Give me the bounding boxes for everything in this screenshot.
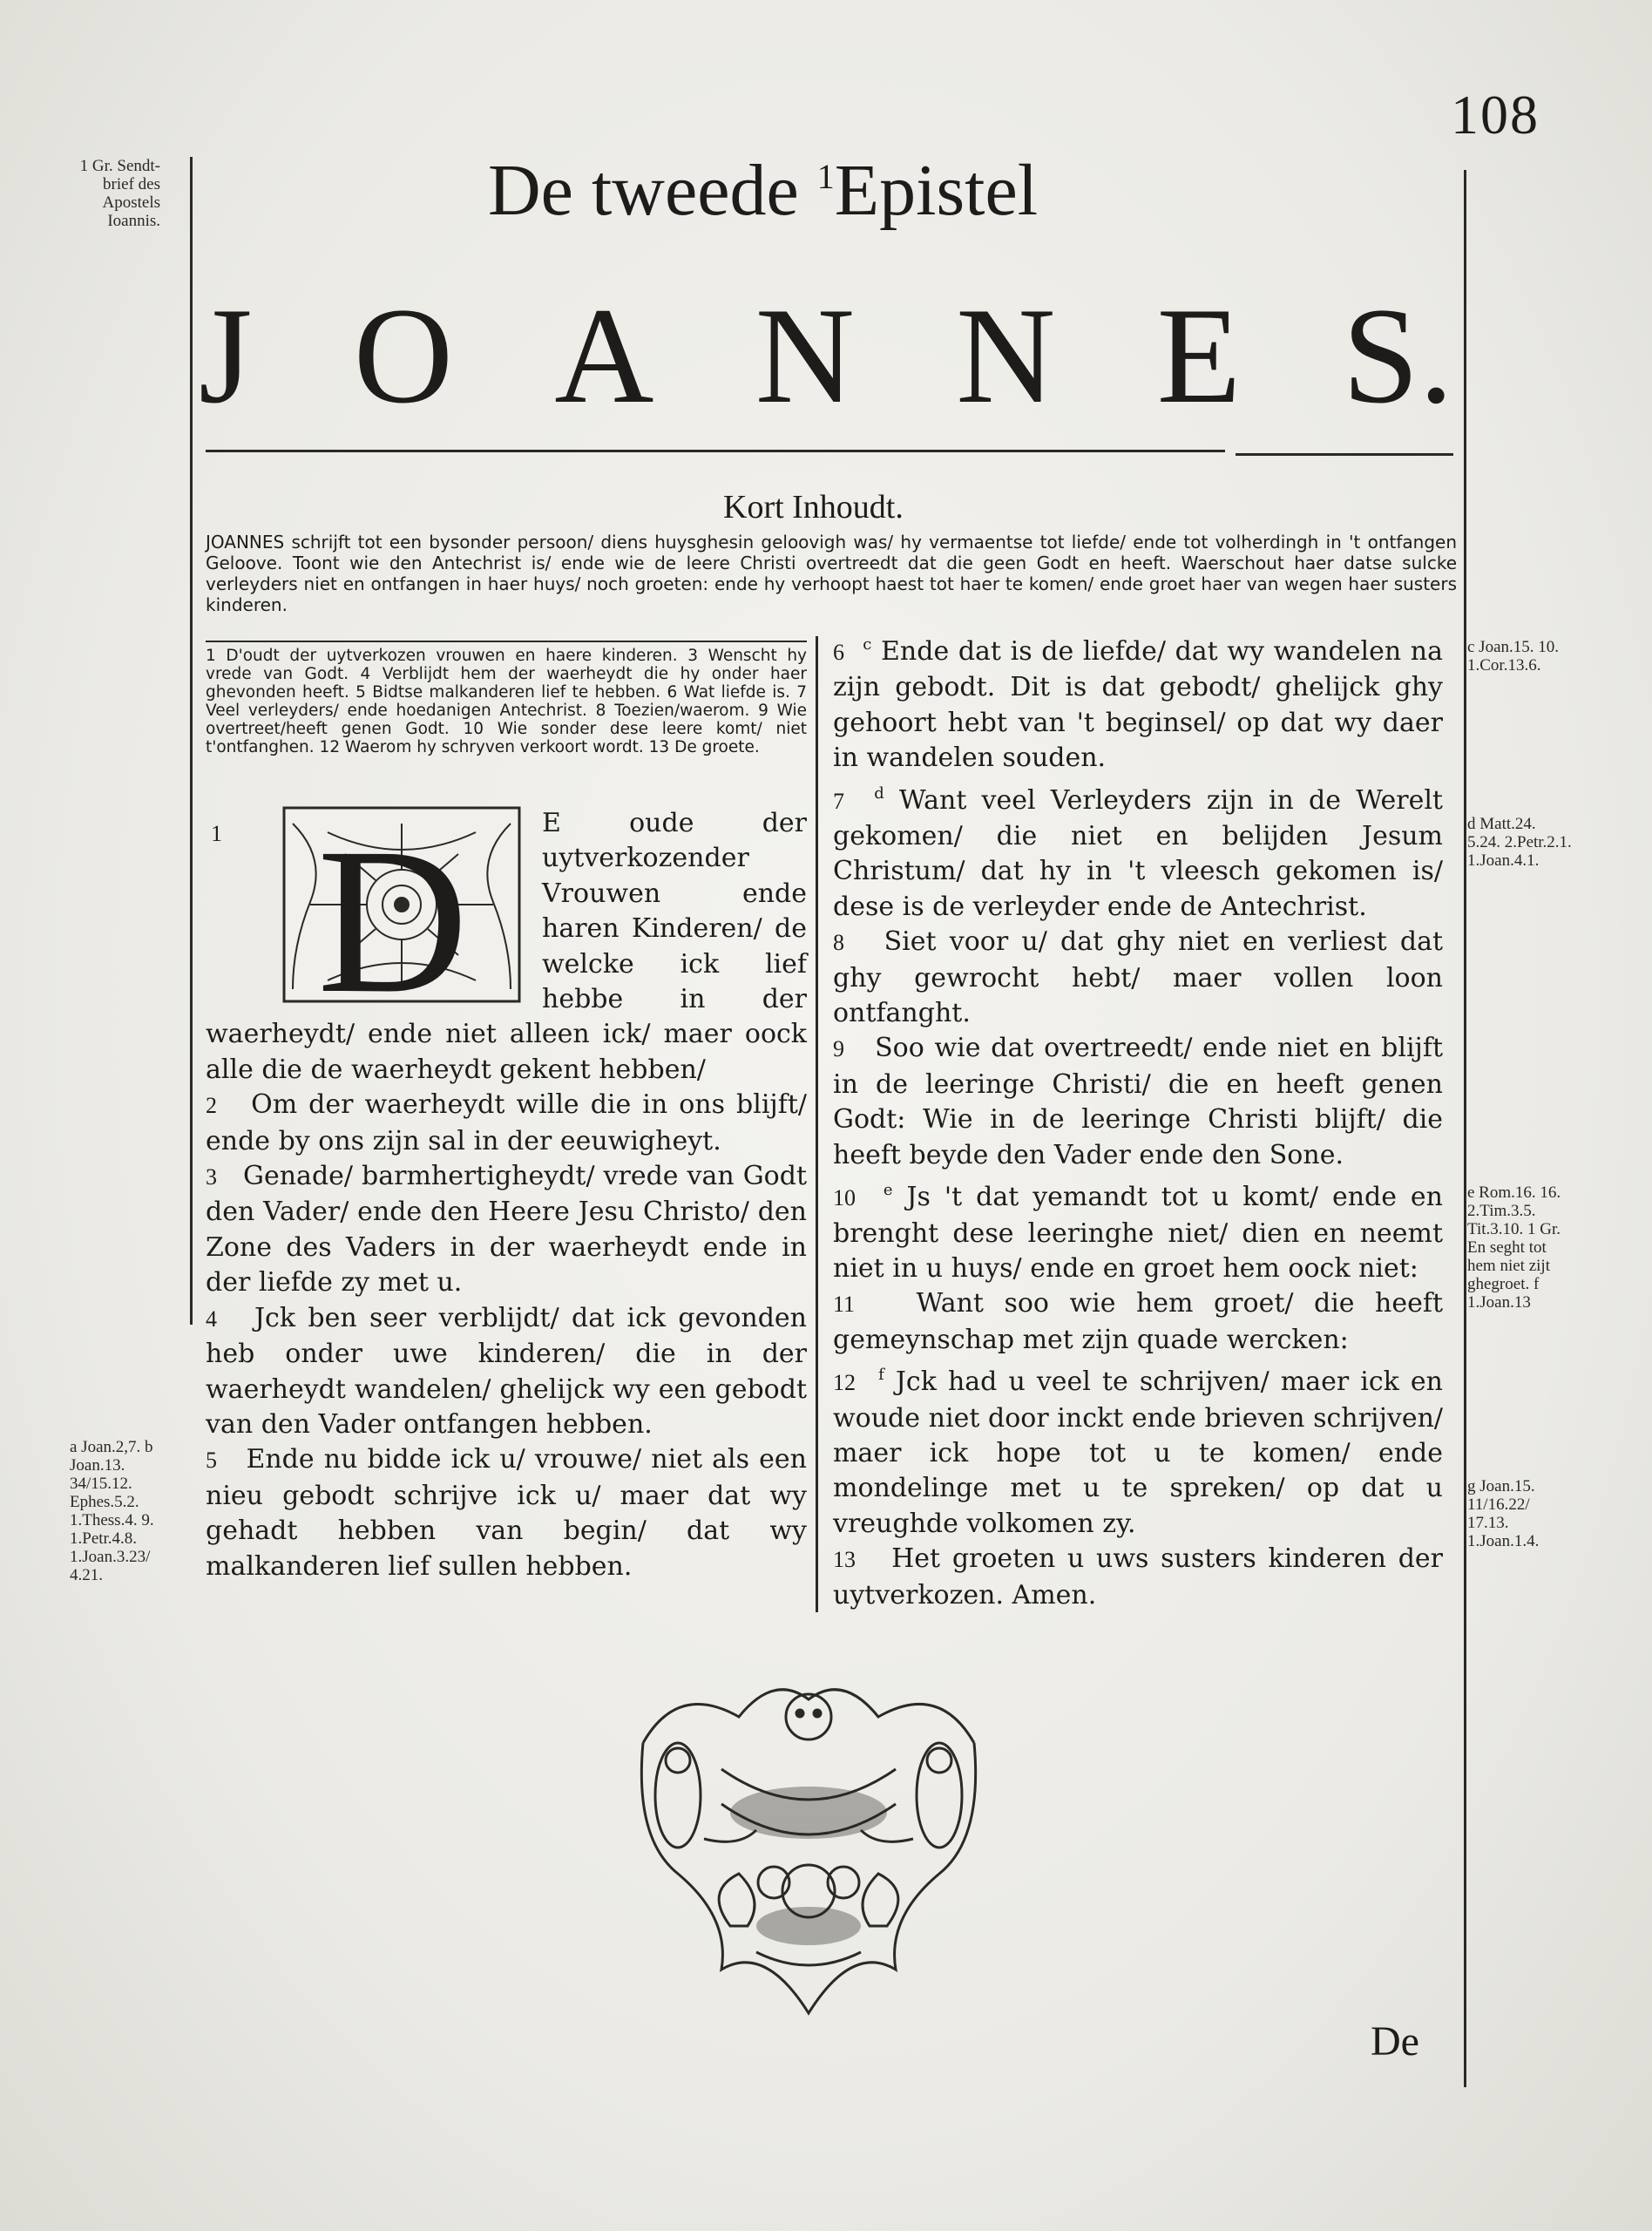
verse-text: Ende nu bidde ick u/ vrouwe/ niet als een nieu gebodt schrijve ick u/ maer dat wy gehadt hebben van begin/ dat wy malkanderen lief sullen hebben. [206, 1444, 808, 1582]
verse-number: 6 [833, 640, 844, 665]
verse [833, 925, 1443, 1031]
right-column [833, 627, 1443, 1613]
verse-number: 4 [206, 1305, 217, 1332]
verse [833, 1173, 1443, 1286]
verse-text: Om der waerheydt wille die in ons blijft/ ende by ons zijn sal in der eeuwigheyt. [206, 1089, 808, 1156]
margin-note-left: a Joan.2,7. b Joan.13. 34/15.12. Ephes.5.2. 1.Thess.4. 9. 1.Petr.4.8. 1.Joan.3.23/ 4.21. [70, 1438, 154, 1584]
verse-text: Js 't dat yemandt tot u komt/ ende en brenght dese leeringhe niet/ dien en neemt niet in u huys/ ende en groet hem oock niet: [833, 1182, 1443, 1284]
title-letter: J [199, 280, 253, 432]
verse [833, 1286, 1443, 1358]
verse-text: Want soo wie hem groet/ die heeft gemeynschap met zijn quade wercken: [833, 1288, 1444, 1355]
verse-number: 1 [211, 821, 222, 846]
dropcap-letter: D [317, 806, 469, 1007]
title-pre: De tweede [488, 150, 799, 231]
verse-number: 11 [833, 1292, 856, 1318]
title-letter: N [956, 280, 1056, 432]
verse-number: 2 [206, 1093, 217, 1119]
margin-note-right: c Joan.15. 10. 1.Cor.13.6. [1467, 638, 1560, 675]
verse-number: 9 [833, 1036, 844, 1062]
title-letter: O [353, 280, 453, 432]
title-post: Epistel [834, 150, 1039, 231]
verse [206, 1442, 807, 1584]
running-note: 1 Gr. Sendt-brief des Apostels Ioannis. [79, 157, 160, 230]
verse-ref-mark: e [883, 1181, 893, 1200]
verse [833, 776, 1443, 926]
margin-note-right: g Joan.15. 11/16.22/ 17.13. 1.Joan.1.4. [1467, 1477, 1540, 1550]
verse-number: 3 [206, 1164, 217, 1190]
chapter-summary: 1 D'oudt der uytverkozen vrouwen en haere kinderen. 3 Wenscht hy vrede van Godt. 4 Verblijdt hem der waerheydt die hy onder haer ghevonden heeft. 5 Bidtse malkanderen lief te hebben. 6 Wat liefde is. 7 Veel verleyders/ ende hoedanigen Antechrist. 8 Toezien/waerom. 9 Wie overtreet/heeft genen Godt. 10 Wie sonder dese leere komt/ niet t'ontfanghen. 12 Waerom hy schryven verkoort wordt. 13 De groete. [206, 647, 807, 756]
kort-inhoudt-heading: Kort Inhoudt. [723, 489, 904, 526]
verse-number: 8 [833, 930, 844, 956]
title-rule [206, 450, 1225, 452]
title-letter: S. [1342, 280, 1453, 432]
title-joannes [199, 280, 1453, 432]
verse-ref-mark: d [874, 783, 884, 803]
verse-number: 7 [833, 788, 844, 814]
title-letter: N [755, 280, 855, 432]
verse-text: Soo wie dat overtreedt/ ende niet en blijft in de leeringe Christi/ die en heeft genen Godt: Wie in de leeringe Christi blijft/ die heeft beyde den Vader ende den Sone. [833, 1033, 1443, 1170]
verse [833, 627, 1443, 776]
left-column [206, 806, 807, 1584]
title-note-mark: 1 [816, 157, 835, 196]
verse-text: Siet voor u/ dat ghy niet en verliest dat ghy gewrocht hebt/ maer vollen loon ontfanght. [833, 926, 1444, 1029]
column-divider [816, 636, 818, 1612]
verse [833, 1358, 1443, 1542]
verse-text: E oude der uytverkozender Vrouwen ende haren Kinderen/ de welcke ick lief hebbe in der waerheydt/ ende niet alleen ick/ maer oock alle die de waerheydt gekent hebben/ [206, 808, 807, 1085]
verse [206, 1159, 807, 1301]
margin-note-right: d Matt.24. 5.24. 2.Petr.2.1. 1.Joan.4.1. [1467, 815, 1572, 870]
verse-text: Genade/ barmhertigheydt/ vrede van Godt den Vader/ ende den Heere Jesu Christo/ den Zone des Vaders in der waerheydt ende in der liefde zy met u. [206, 1161, 807, 1299]
right-rule [1464, 170, 1466, 2087]
title-letter: E [1156, 280, 1242, 432]
margin-note-right: e Rom.16. 16. 2.Tim.3.5. Tit.3.10. 1 Gr. En seght tot hem niet zijt ghegroet. f 1.Joan.13 [1467, 1183, 1561, 1312]
verse-number: 13 [833, 1547, 856, 1573]
verse [833, 1031, 1443, 1173]
title-rule-right [1236, 453, 1453, 456]
verse-number: 12 [833, 1370, 856, 1396]
verse-text: Het groeten u uws susters kinderen der uytverkozen. Amen. [833, 1543, 1444, 1611]
title-letter: A [554, 280, 654, 432]
verse-text: Ende dat is de liefde/ dat wy wandelen na zijn gebodt. Dit is dat gebodt/ ghelijck ghy gehoort hebt van 't beginsel/ op dat wy daer in wandelen souden. [833, 636, 1443, 774]
dropcap-d-ornament [206, 806, 528, 1007]
left-rule [190, 157, 193, 1325]
catchword: De [1371, 2018, 1419, 2065]
verse [833, 1542, 1443, 1613]
summary-top-rule [206, 641, 807, 642]
verse-number: 5 [206, 1448, 217, 1474]
verse-ref-mark: c [863, 635, 872, 654]
verse-text: Jck ben seer verblijdt/ dat ick gevonden heb onder uwe kinderen/ die in der waerheydt wandelen/ ghelijck wy een gebodt van den Vader ontfangen hebben. [206, 1302, 807, 1440]
verse-number: 10 [833, 1185, 856, 1211]
verse [206, 1301, 807, 1443]
kort-inhoudt-text: JOANNES schrijft tot een bysonder persoon/ diens huysghesin geloovigh was/ hy vermaentse tot liefde/ ende tot volherdingh in 't ontfangen Geloove. Toont wie den Antechrist is/ ende wie de leere Christi overtreedt dat die geen Godt en heeft. Waerschout haer datse sulcke verleyders niet en ontfangen in haer huys/ noch groeten: ende hy verhoopt haest tot haer te komen/ ende groet haer van wegen haer susters kinderen. [206, 532, 1457, 615]
verse [206, 806, 807, 1088]
verse-ref-mark: f [878, 1366, 884, 1385]
page-number: 108 [1451, 84, 1540, 146]
title-line1 [488, 148, 1038, 233]
woodcut-ornament [626, 1665, 992, 2022]
verse-text: Jck had u veel te schrijven/ maer ick en woude niet door inckt ende brieven schrijven/ maer ick hope tot u te komen/ ende mondelinge met u te spreken/ op dat u vreughde volkomen zy. [833, 1366, 1443, 1539]
verse-text: Want veel Verleyders zijn in de Werelt gekomen/ die niet en belijden Jesum Christum/ dat hy in 't vleesch gekomen is/ dese is de verleyder ende de Antechrist. [833, 784, 1443, 922]
verse [206, 1088, 807, 1159]
